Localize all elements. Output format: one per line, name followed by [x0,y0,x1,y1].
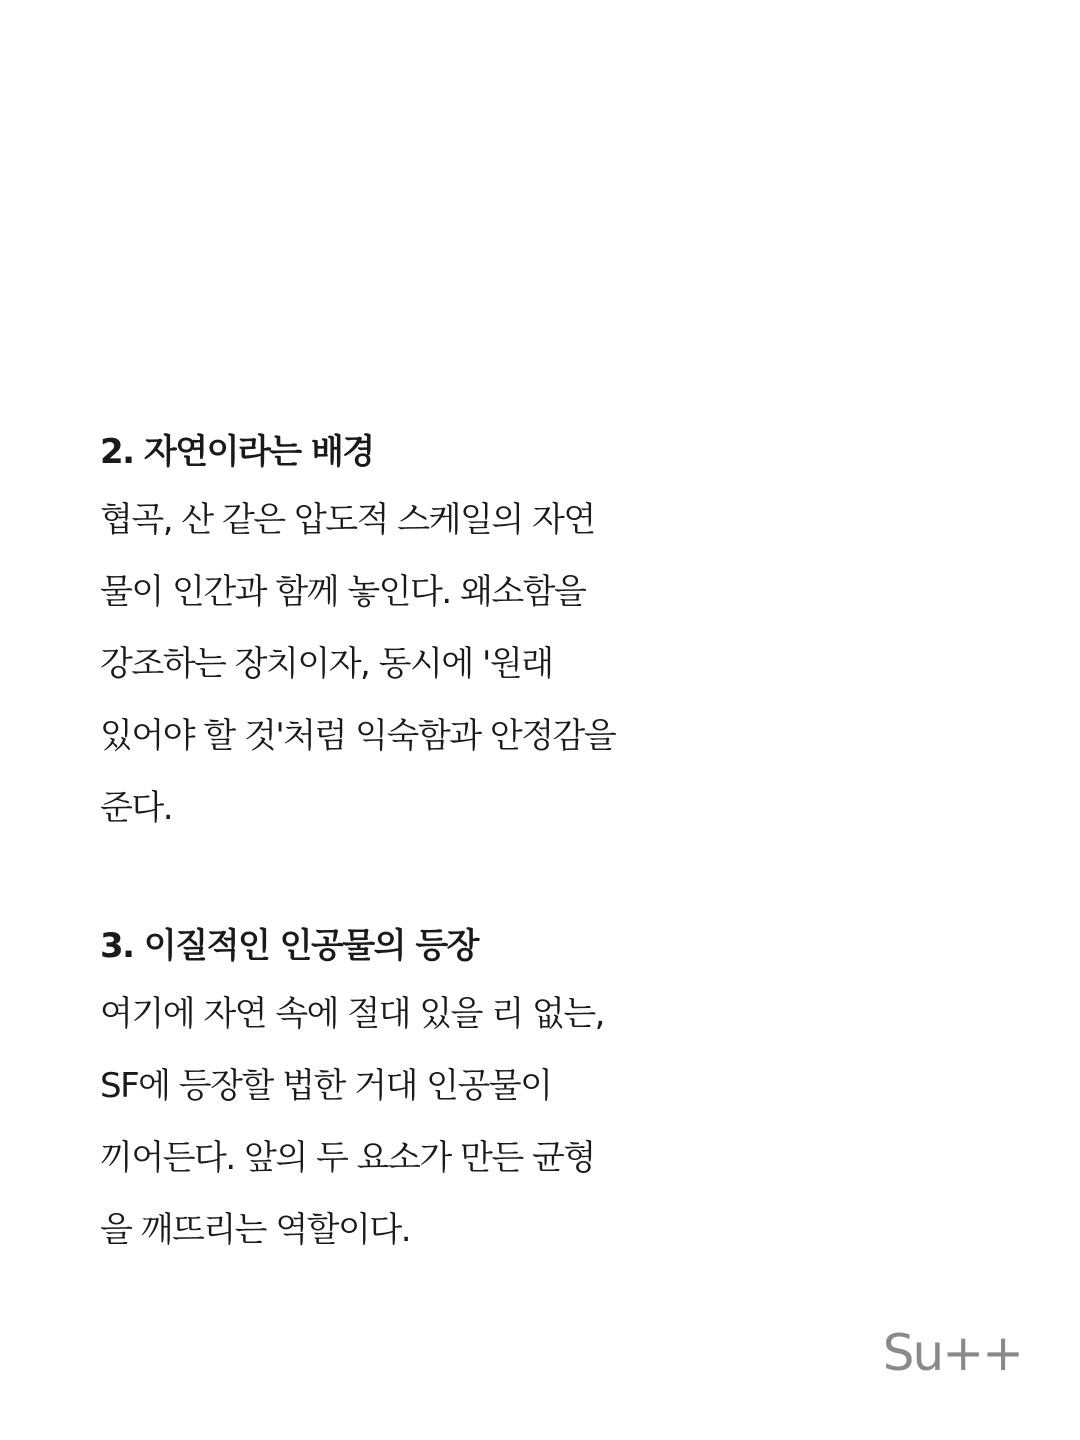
section-heading: 2. 자연이라는 배경 [100,432,374,472]
body-line: 강조하는 장치이자, 동시에 '원래 [100,644,553,684]
body-line: 협곡, 산 같은 압도적 스케일의 자연 [100,500,595,540]
brand-logo: Su++ [882,1324,1022,1382]
body-line: 끼어든다. 앞의 두 요소가 만든 균형 [100,1138,595,1178]
body-line: 준다. [100,788,172,828]
body-line: 을 깨뜨리는 역할이다. [100,1210,411,1250]
body-line: 물이 인간과 함께 놓인다. 왜소함을 [100,572,586,612]
article-content [100,420,700,1266]
body-line: SF에 등장할 법한 거대 인공물이 [100,1066,552,1106]
section-artificial-object [100,914,700,1266]
body-line: 여기에 자연 속에 절대 있을 리 없는, [100,994,604,1034]
body-line: 있어야 할 것'처럼 익숙함과 안정감을 [100,716,616,756]
section-nature-background [100,420,700,844]
section-heading: 3. 이질적인 인공물의 등장 [100,926,479,966]
